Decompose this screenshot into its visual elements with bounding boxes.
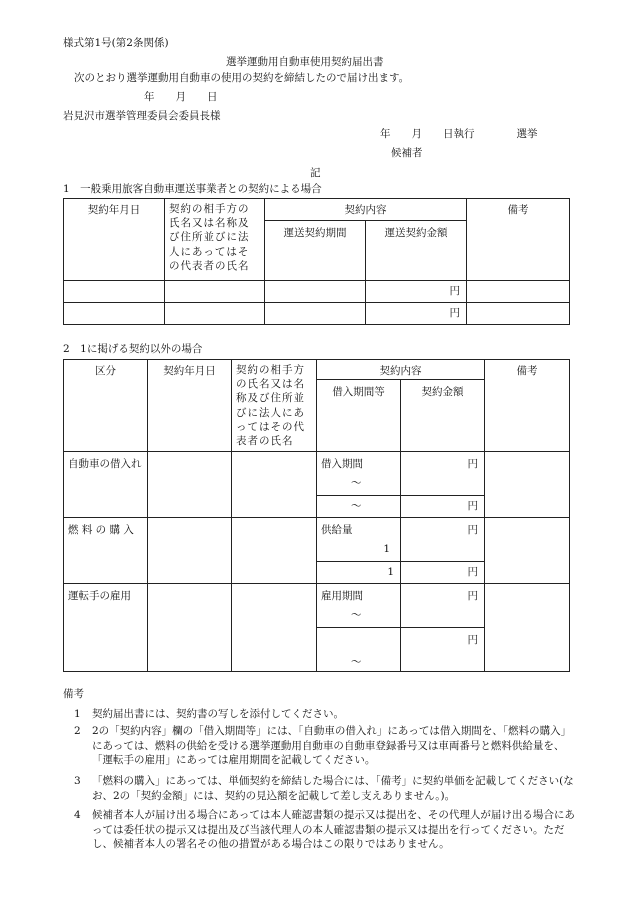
s1-header-period: 運送契約期間 <box>265 221 366 281</box>
election-line: 年 月 日執行 選挙 <box>380 128 538 140</box>
s2-header-amount: 契約金額 <box>401 380 485 452</box>
row-label-fuel: 燃 料 の 購 入 <box>64 518 148 584</box>
employment-period-cell: 雇用期間 ～ <box>317 584 401 628</box>
note-number: 3 <box>74 775 81 787</box>
document-title: 選挙運動用自動車使用契約届出書 <box>226 56 384 68</box>
s2-header-party: 契約の相手方の氏名又は名称及び住所並びに法人にあってはその代表者の氏名 <box>232 360 317 452</box>
addressee: 岩見沢市選挙管理委員会委員長様 <box>63 110 221 122</box>
s1-header-remarks: 備考 <box>467 199 570 281</box>
s2-header-date: 契約年月日 <box>148 360 232 452</box>
yen-unit: 円 <box>401 518 485 562</box>
yen-unit: 円 <box>366 281 467 303</box>
table-row <box>64 584 570 628</box>
note-number: 2 <box>74 725 81 737</box>
s1-header-contents: 契約内容 <box>265 199 467 221</box>
yen-unit: 円 <box>401 562 485 584</box>
intro-text: 次のとおり選挙運動用自動車の使用の契約を締結したので届け出ます。 <box>74 72 410 84</box>
yen-unit: 円 <box>401 584 485 628</box>
row-label-driver: 運転手の雇用 <box>64 584 148 672</box>
note-number: 4 <box>74 809 81 821</box>
s1-header-date: 契約年月日 <box>64 199 165 281</box>
s2-header-remarks: 備考 <box>485 360 570 452</box>
form-number: 様式第1号(第2条関係) <box>63 37 169 49</box>
tilde-cell: ～ <box>317 628 401 672</box>
candidate-label: 候補者 <box>391 147 423 159</box>
s2-header-contents: 契約内容 <box>317 360 485 380</box>
lease-period-cell: 借入期間 ～ <box>317 452 401 496</box>
table-row <box>64 518 570 562</box>
submission-date: 年 月 日 <box>144 91 218 103</box>
table-row <box>64 303 570 325</box>
section1-table <box>63 198 570 325</box>
s1-header-amount: 運送契約金額 <box>366 221 467 281</box>
s2-header-category: 区分 <box>64 360 148 452</box>
note-number: 1 <box>74 708 81 720</box>
row-label-car-lease: 自動車の借入れ <box>64 452 148 518</box>
yen-unit: 円 <box>401 628 485 672</box>
note-text: 2の「契約内容」欄の「借入期間等」には、「自動車の借入れ」にあっては借入期間を、「燃料の購入」にあっては、燃料の供給を受ける選挙運動用自動車の自動車登録番号又は車両番号と燃料供給量を、「運転手の雇用」にあっては雇用期間を記載してください。 <box>92 725 572 767</box>
note-text: 候補者本人が届け出る場合にあっては本人確認書類の提示又は提出を、その代理人が届け出る場合にあっては委任状の提示又は提出及び当該代理人の本人確認書類の提示又は提出を行ってください。ただし、候補者本人の署名その他の措置がある場合はこの限りではありません。 <box>92 809 575 851</box>
notes-title: 備考 <box>63 688 84 700</box>
section2-table <box>63 359 570 672</box>
ki-label: 記 <box>310 167 321 179</box>
unit-one-cell: 1 <box>317 562 401 584</box>
section1-heading: 1 一般乗用旅客自動車運送事業者との契約による場合 <box>63 183 322 195</box>
note-text: 契約届出書には、契約書の写しを添付してください。 <box>92 708 344 720</box>
note-text: 「燃料の購入」にあっては、単価契約を締結した場合には、「備考」に契約単価を記載してください(なお、2の「契約金額」には、契約の見込額を記載して差し支えありません。)。 <box>92 775 574 802</box>
yen-unit: 円 <box>366 303 467 325</box>
supply-amount-cell: 供給量 1 <box>317 518 401 562</box>
s1-header-party: 契約の相手方の氏名又は名称及び住所並びに法人にあってはその代表者の氏名 <box>165 199 265 281</box>
yen-unit: 円 <box>401 452 485 496</box>
section2-heading: 2 1に掲げる契約以外の場合 <box>63 343 203 355</box>
tilde-cell: ～ <box>317 496 401 518</box>
table-row <box>64 452 570 496</box>
s2-header-period: 借入期間等 <box>317 380 401 452</box>
table-row <box>64 281 570 303</box>
yen-unit: 円 <box>401 496 485 518</box>
